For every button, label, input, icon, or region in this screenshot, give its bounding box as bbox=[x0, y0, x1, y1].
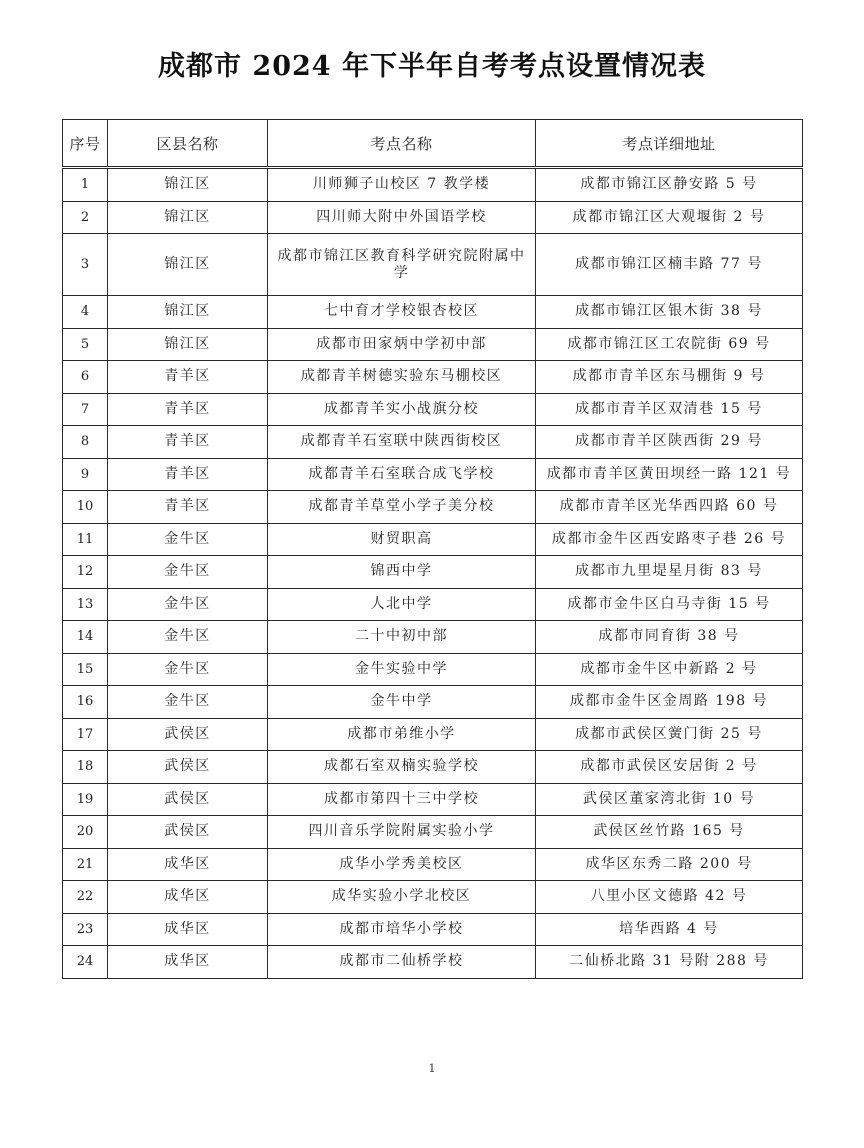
cell-site-name: 七中育才学校银杏校区 bbox=[268, 296, 536, 329]
table-row bbox=[63, 718, 803, 751]
cell-site-name: 二十中初中部 bbox=[268, 621, 536, 654]
cell-district: 锦江区 bbox=[108, 296, 268, 329]
cell-district: 金牛区 bbox=[108, 653, 268, 686]
table-row bbox=[63, 686, 803, 719]
cell-site-address: 成都市武侯区黉门街 25 号 bbox=[536, 718, 803, 751]
cell-district: 金牛区 bbox=[108, 588, 268, 621]
cell-site-address: 成都市青羊区光华西四路 60 号 bbox=[536, 491, 803, 524]
cell-district: 青羊区 bbox=[108, 393, 268, 426]
header-site-address: 考点详细地址 bbox=[536, 120, 803, 168]
table-row bbox=[63, 816, 803, 849]
cell-site-address: 成都市青羊区双清巷 15 号 bbox=[536, 393, 803, 426]
cell-site-address: 成都市青羊区东马棚街 9 号 bbox=[536, 361, 803, 394]
cell-serial-number: 23 bbox=[63, 913, 108, 946]
cell-site-name: 成都青羊草堂小学子美分校 bbox=[268, 491, 536, 524]
cell-serial-number: 5 bbox=[63, 328, 108, 361]
cell-site-name: 成都市二仙桥学校 bbox=[268, 946, 536, 979]
cell-serial-number: 7 bbox=[63, 393, 108, 426]
cell-serial-number: 4 bbox=[63, 296, 108, 329]
cell-serial-number: 12 bbox=[63, 556, 108, 589]
cell-site-name: 成都青羊石室联中陕西街校区 bbox=[268, 426, 536, 459]
cell-site-name: 财贸职高 bbox=[268, 523, 536, 556]
cell-site-address: 成都市锦江区大观堰街 2 号 bbox=[536, 201, 803, 234]
cell-serial-number: 20 bbox=[63, 816, 108, 849]
cell-serial-number: 24 bbox=[63, 946, 108, 979]
table-row bbox=[63, 881, 803, 914]
cell-district: 青羊区 bbox=[108, 361, 268, 394]
table-row bbox=[63, 458, 803, 491]
cell-site-name: 四川师大附中外国语学校 bbox=[268, 201, 536, 234]
cell-site-name: 成都市第四十三中学校 bbox=[268, 783, 536, 816]
table-row bbox=[63, 328, 803, 361]
cell-site-name: 金牛实验中学 bbox=[268, 653, 536, 686]
cell-site-name: 成华实验小学北校区 bbox=[268, 881, 536, 914]
cell-site-name: 成都青羊石室联合成飞学校 bbox=[268, 458, 536, 491]
cell-district: 青羊区 bbox=[108, 426, 268, 459]
cell-serial-number: 15 bbox=[63, 653, 108, 686]
table-row bbox=[63, 393, 803, 426]
cell-site-address: 成都市金牛区中新路 2 号 bbox=[536, 653, 803, 686]
table-row bbox=[63, 201, 803, 234]
cell-district: 青羊区 bbox=[108, 491, 268, 524]
cell-site-name: 金牛中学 bbox=[268, 686, 536, 719]
cell-district: 锦江区 bbox=[108, 328, 268, 361]
header-site-name: 考点名称 bbox=[268, 120, 536, 168]
header-serial-number: 序号 bbox=[63, 120, 108, 168]
cell-site-name: 川师狮子山校区 7 教学楼 bbox=[268, 168, 536, 202]
cell-district: 金牛区 bbox=[108, 556, 268, 589]
table-row bbox=[63, 588, 803, 621]
page-number: 1 bbox=[428, 1062, 436, 1075]
table-row bbox=[63, 491, 803, 524]
table-row bbox=[63, 621, 803, 654]
cell-district: 成华区 bbox=[108, 946, 268, 979]
cell-serial-number: 9 bbox=[63, 458, 108, 491]
table-row bbox=[63, 296, 803, 329]
cell-district: 青羊区 bbox=[108, 458, 268, 491]
table-row bbox=[63, 913, 803, 946]
table-row bbox=[63, 168, 803, 202]
page-title: 成都市 2024 年下半年自考考点设置情况表 bbox=[158, 51, 706, 82]
cell-site-address: 成都市青羊区黄田坝经一路 121 号 bbox=[536, 458, 803, 491]
cell-site-name: 锦西中学 bbox=[268, 556, 536, 589]
cell-site-address: 成都市金牛区西安路枣子巷 26 号 bbox=[536, 523, 803, 556]
cell-site-address: 成都市金牛区金周路 198 号 bbox=[536, 686, 803, 719]
cell-serial-number: 1 bbox=[63, 168, 108, 202]
cell-serial-number: 6 bbox=[63, 361, 108, 394]
table-body bbox=[63, 168, 803, 979]
table-row bbox=[63, 361, 803, 394]
table-row bbox=[63, 783, 803, 816]
cell-site-address: 成都市锦江区工农院街 69 号 bbox=[536, 328, 803, 361]
cell-district: 金牛区 bbox=[108, 523, 268, 556]
cell-serial-number: 3 bbox=[63, 234, 108, 296]
cell-site-address: 成都市青羊区陕西街 29 号 bbox=[536, 426, 803, 459]
exam-site-table bbox=[62, 119, 803, 979]
cell-site-address: 武侯区丝竹路 165 号 bbox=[536, 816, 803, 849]
cell-site-address: 成都市锦江区静安路 5 号 bbox=[536, 168, 803, 202]
cell-site-address: 成都市金牛区白马寺街 15 号 bbox=[536, 588, 803, 621]
table-row bbox=[63, 946, 803, 979]
cell-site-address: 武侯区董家湾北街 10 号 bbox=[536, 783, 803, 816]
cell-site-name: 成华小学秀美校区 bbox=[268, 848, 536, 881]
cell-serial-number: 21 bbox=[63, 848, 108, 881]
cell-site-name: 成都市田家炳中学初中部 bbox=[268, 328, 536, 361]
cell-serial-number: 19 bbox=[63, 783, 108, 816]
cell-site-name: 成都市锦江区教育科学研究院附属中学 bbox=[268, 234, 536, 296]
cell-district: 成华区 bbox=[108, 848, 268, 881]
cell-site-address: 成都市锦江区楠丰路 77 号 bbox=[536, 234, 803, 296]
cell-site-address: 八里小区文德路 42 号 bbox=[536, 881, 803, 914]
cell-site-address: 成都市九里堤星月街 83 号 bbox=[536, 556, 803, 589]
cell-site-address: 成都市锦江区银木街 38 号 bbox=[536, 296, 803, 329]
table-row bbox=[63, 848, 803, 881]
cell-serial-number: 22 bbox=[63, 881, 108, 914]
cell-serial-number: 18 bbox=[63, 751, 108, 784]
cell-site-address: 培华西路 4 号 bbox=[536, 913, 803, 946]
cell-district: 武侯区 bbox=[108, 718, 268, 751]
cell-district: 锦江区 bbox=[108, 168, 268, 202]
cell-serial-number: 16 bbox=[63, 686, 108, 719]
cell-site-address: 二仙桥北路 31 号附 288 号 bbox=[536, 946, 803, 979]
cell-serial-number: 11 bbox=[63, 523, 108, 556]
table-row bbox=[63, 426, 803, 459]
cell-site-address: 成都市武侯区安居街 2 号 bbox=[536, 751, 803, 784]
cell-district: 武侯区 bbox=[108, 751, 268, 784]
cell-site-name: 成都青羊树德实验东马棚校区 bbox=[268, 361, 536, 394]
cell-serial-number: 17 bbox=[63, 718, 108, 751]
cell-district: 锦江区 bbox=[108, 234, 268, 296]
table-row bbox=[63, 751, 803, 784]
cell-district: 金牛区 bbox=[108, 686, 268, 719]
cell-district: 成华区 bbox=[108, 913, 268, 946]
header-district: 区县名称 bbox=[108, 120, 268, 168]
cell-site-name: 四川音乐学院附属实验小学 bbox=[268, 816, 536, 849]
cell-district: 锦江区 bbox=[108, 201, 268, 234]
table-row bbox=[63, 523, 803, 556]
cell-serial-number: 14 bbox=[63, 621, 108, 654]
cell-site-name: 成都石室双楠实验学校 bbox=[268, 751, 536, 784]
cell-district: 金牛区 bbox=[108, 621, 268, 654]
cell-site-name: 成都市弟维小学 bbox=[268, 718, 536, 751]
cell-serial-number: 10 bbox=[63, 491, 108, 524]
cell-site-address: 成华区东秀二路 200 号 bbox=[536, 848, 803, 881]
cell-site-name: 成都青羊实小战旗分校 bbox=[268, 393, 536, 426]
cell-district: 武侯区 bbox=[108, 816, 268, 849]
cell-site-address: 成都市同育街 38 号 bbox=[536, 621, 803, 654]
cell-district: 武侯区 bbox=[108, 783, 268, 816]
table-row bbox=[63, 556, 803, 589]
table-row bbox=[63, 234, 803, 296]
cell-serial-number: 2 bbox=[63, 201, 108, 234]
table-row bbox=[63, 653, 803, 686]
cell-site-name: 人北中学 bbox=[268, 588, 536, 621]
cell-district: 成华区 bbox=[108, 881, 268, 914]
cell-serial-number: 13 bbox=[63, 588, 108, 621]
cell-site-name: 成都市培华小学校 bbox=[268, 913, 536, 946]
cell-serial-number: 8 bbox=[63, 426, 108, 459]
table-header-row bbox=[63, 120, 803, 168]
